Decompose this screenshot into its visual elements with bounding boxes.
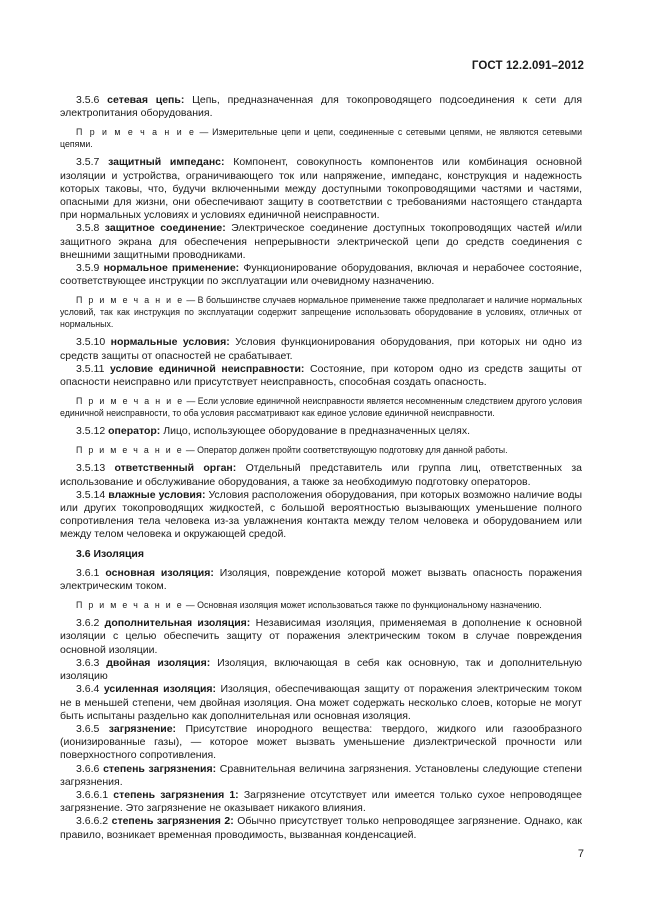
clause-3-5-14: 3.5.14 влажные условия: Условия расположения оборудования, при которых возможно наличие воды или других токопроводящих жидкостей, с большой вероятностью вызывающих уменьшение полного сопротивления тела человека из-за увлажнения контакта между телом человека и оборудованием или между телом человека и окружающей средой. <box>60 488 583 541</box>
note: П р и м е ч а н и е — Измерительные цепи и цепи, соединенные с сетевыми цепями, не являются сетевыми цепями. <box>60 127 582 150</box>
clause-3-6-1: 3.6.1 основная изоляция: Изоляция, повреждение которой может вызвать опасность поражения электрическим током. <box>60 566 583 593</box>
term: основная изоляция: <box>105 566 214 579</box>
note: П р и м е ч а н и е — В большинстве случаев нормальное применение также предполагает и наличие нормальных условий, так как инструкция по эксплуатации содержит запрещение использовать оборудование в условиях, отличных от нормальных. <box>60 295 582 330</box>
term: оператор: <box>108 425 161 438</box>
term: степень загрязнения 1: <box>113 788 239 801</box>
term: защитный импеданс: <box>108 156 225 169</box>
clause-3-6-3: 3.6.3 двойная изоляция: Изоляция, включающая в себя как основную, так и дополнительную изоляцию <box>60 656 583 683</box>
clause-3-6-6: 3.6.6 степень загрязнения: Сравнительная величина загрязнения. Установлены следующие степени загрязнения. <box>60 762 582 788</box>
clause-3-5-7: 3.5.7 защитный импеданс: Компонент, совокупность компонентов или комбинация основной изоляции и устройства, ограничивающего ток или напряжение, импеданс, конструкция и надежность которых таковы, что, будучи включенными между доступными токопроводящими частями и частями, опасными для жизни, они обеспечивают защиту в соответствии с требованиями настоящего стандарта при нормальных условиях и условиях единичной неисправности. <box>60 156 582 222</box>
clause-3-6-4: 3.6.4 усиленная изоляция: Изоляция, обеспечивающая защиту от поражения электрическим током не в меньшей степени, чем двойная изоляция. Она может содержать несколько слоев, которые не могут быть испытаны раздельно как дополнительная или основная изоляция. <box>60 683 583 722</box>
clause-3-6-5: 3.6.5 загрязнение: Присутствие инородного вещества: твердого, жидкого или газообразного (ионизированные газы), — которое может вызвать уменьшение диэлектрической прочности или поверхностного сопротивления. <box>60 722 582 762</box>
term: нормальные условия: <box>110 336 230 349</box>
term: степень загрязнения 2: <box>111 815 234 828</box>
clause-3-6-2: 3.6.2 дополнительная изоляция: Независимая изоляция, применяемая в дополнение к основной изоляции с целью обеспечить защиту от поражения электрическим током в случае повреждения основной изоляции. <box>60 617 582 656</box>
clause-3-5-11: 3.5.11 условие единичной неисправности: Состояние, при котором одно из средств защиты от опасности неисправно или присутствует неисправность, способная создать опасность. <box>60 362 583 389</box>
term: усиленная изоляция: <box>103 683 217 696</box>
clause-3-5-13: 3.5.13 ответственный орган: Отдельный представитель или группа лиц, ответственных за использование и обслуживание оборудования, а также за необходимую подготовку операторов. <box>60 462 582 488</box>
clause-3-5-9: 3.5.9 нормальное применение: Функционирование оборудования, включая и нерабочее состояние, соответствующее инструкции по эксплуатации или очевидному назначению. <box>60 262 582 288</box>
document-header: ГОСТ 12.2.091–2012 <box>471 60 584 72</box>
clause-3-5-6: 3.5.6 сетевая цепь: Цепь, предназначенная для токопроводящего подсоединения к сети для электропитания оборудования. <box>60 94 583 120</box>
term: степень загрязнения: <box>103 762 217 775</box>
term: сетевая цепь: <box>107 94 185 106</box>
term: нормальное применение: <box>103 262 240 275</box>
note: П р и м е ч а н и е — Оператор должен пройти соответствующую подготовку для данной работы. <box>76 445 508 456</box>
page-number: 7 <box>577 848 584 860</box>
term: условие единичной неисправности: <box>110 362 305 375</box>
section-heading: 3.6 Изоляция <box>76 547 145 560</box>
note: П р и м е ч а н и е — Если условие единичной неисправности является несомненным следствием другого условия единичной неисправности, то оба условия рассматривают как единое условие единичной неисправности. <box>60 396 583 419</box>
clause-3-5-12: 3.5.12 оператор: Лицо, использующее оборудование в предназначенных целях. <box>76 425 470 438</box>
note: П р и м е ч а н и е — Основная изоляция может использоваться также по функциональному назначению. <box>76 600 542 611</box>
term: двойная изоляция: <box>106 656 211 669</box>
clause-3-6-6-2: 3.6.6.2 степень загрязнения 2: Обычно присутствует только непроводящее загрязнение. Однако, как правило, возникает временная проводимость, вызванная конденсацией. <box>60 815 583 841</box>
clause-3-6-6-1: 3.6.6.1 степень загрязнения 1: Загрязнение отсутствует или имеется только сухое непроводящее загрязнение. Это загрязнение не оказывает никакого влияния. <box>60 788 583 815</box>
term: загрязнение: <box>108 722 177 735</box>
term: дополнительная изоляция: <box>104 617 251 630</box>
term: защитное соединение: <box>104 222 226 235</box>
clause-3-5-10: 3.5.10 нормальные условия: Условия функционирования оборудования, при которых ни одно из средств защиты от опасностей не срабатывает. <box>60 336 582 362</box>
document-body <box>60 94 582 842</box>
term: влажные условия: <box>108 488 206 501</box>
term: ответственный орган: <box>114 462 237 475</box>
clause-3-5-8: 3.5.8 защитное соединение: Электрическое соединение доступных токопроводящих частей и/или защитного экрана для обеспечения непрерывности электрической цепи до средств соединения с внешними защитными проводниками. <box>60 222 582 261</box>
